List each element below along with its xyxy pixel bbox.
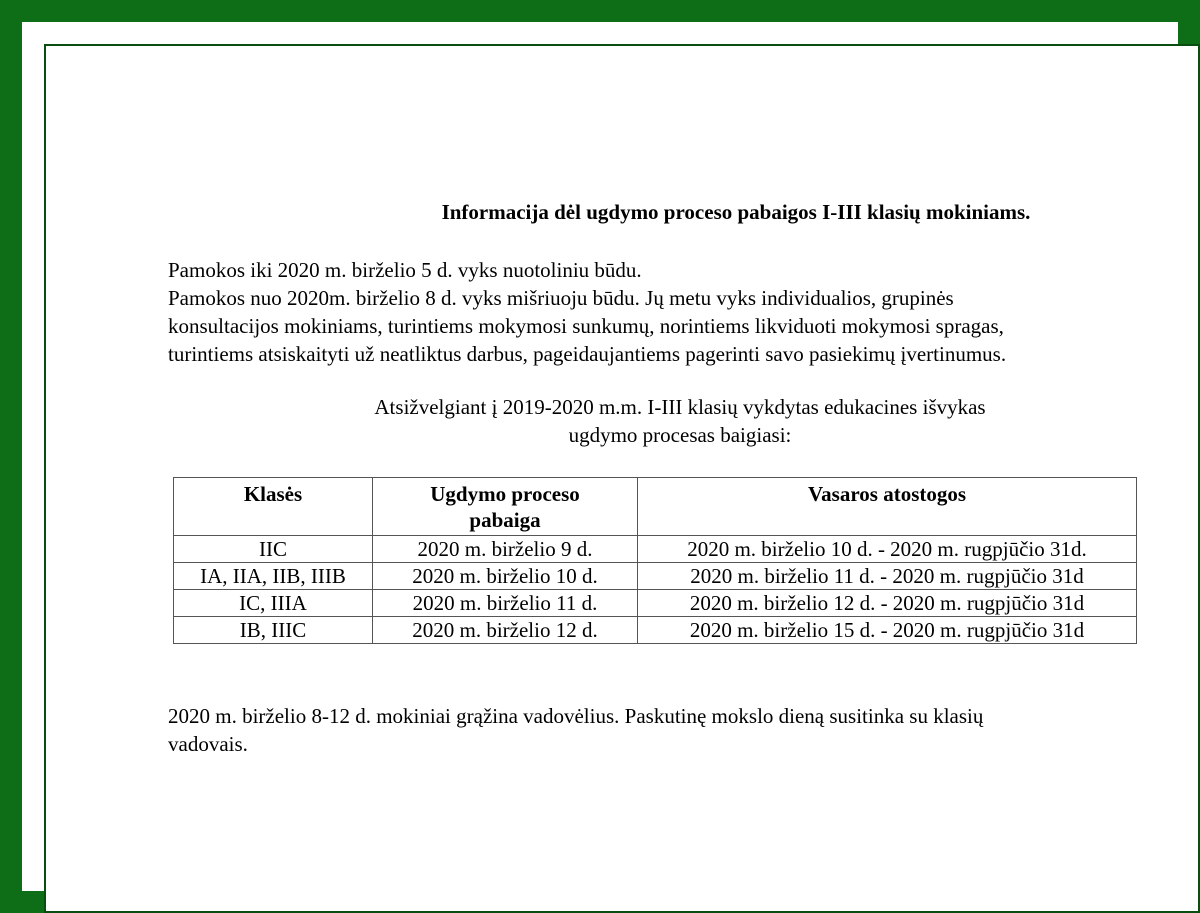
intro-line: Pamokos nuo 2020m. birželio 8 d. vyks mišriuoju būdu. Jų metu vyks individualios, grupinės (168, 286, 954, 310)
cell-summer-break: 2020 m. birželio 11 d. - 2020 m. rugpjūčio 31d (638, 563, 1137, 590)
cell-process-end: 2020 m. birželio 10 d. (373, 563, 638, 590)
cell-summer-break: 2020 m. birželio 10 d. - 2020 m. rugpjūčio 31d. (638, 536, 1137, 563)
cell-summer-break: 2020 m. birželio 12 d. - 2020 m. rugpjūčio 31d (638, 590, 1137, 617)
cell-classes: IA, IIA, IIB, IIIB (174, 563, 373, 590)
note-line: ugdymo procesas baigiasi: (568, 423, 792, 447)
intro-paragraph (168, 256, 1168, 368)
schedule-table (173, 477, 1137, 644)
cell-classes: IC, IIIA (174, 590, 373, 617)
closing-line: 2020 m. birželio 8-12 d. mokiniai grąžina vadovėlius. Paskutinę mokslo dieną susitinka su klasių (168, 704, 984, 728)
note-line: Atsižvelgiant į 2019-2020 m.m. I-III klasių vykdytas edukacines išvykas (374, 395, 986, 419)
table-row (174, 617, 1137, 644)
header-process-end (373, 478, 638, 536)
table-header-row (174, 478, 1137, 536)
header-summer-break: Vasaros atostogos (638, 478, 1137, 536)
schedule-note (46, 393, 1200, 449)
document-title-text: Informacija dėl ugdymo proceso pabaigos I-III klasių mokiniams. (441, 200, 1031, 224)
cell-classes: IB, IIIC (174, 617, 373, 644)
intro-line: konsultacijos mokiniams, turintiems mokymosi sunkumų, norintiems likviduoti mokymosi spragas, (168, 314, 1004, 338)
closing-line: vadovais. (168, 732, 248, 756)
cell-process-end: 2020 m. birželio 11 d. (373, 590, 638, 617)
table-row (174, 563, 1137, 590)
table-row (174, 590, 1137, 617)
document-page (44, 44, 1200, 913)
cell-process-end: 2020 m. birželio 9 d. (373, 536, 638, 563)
cell-summer-break: 2020 m. birželio 15 d. - 2020 m. rugpjūčio 31d (638, 617, 1137, 644)
header-classes: Klasės (174, 478, 373, 536)
intro-line: turintiems atsiskaityti už neatliktus darbus, pageidaujantiems pagerinti savo pasiekimų įvertinumus. (168, 342, 1007, 366)
closing-paragraph (168, 702, 1148, 758)
header-process-end-text: Ugdymo proceso pabaiga (430, 482, 580, 532)
cell-classes: IIC (174, 536, 373, 563)
intro-line: Pamokos iki 2020 m. birželio 5 d. vyks nuotoliniu būdu. (168, 258, 642, 282)
document-title (46, 200, 1200, 225)
table-row (174, 536, 1137, 563)
cell-process-end: 2020 m. birželio 12 d. (373, 617, 638, 644)
